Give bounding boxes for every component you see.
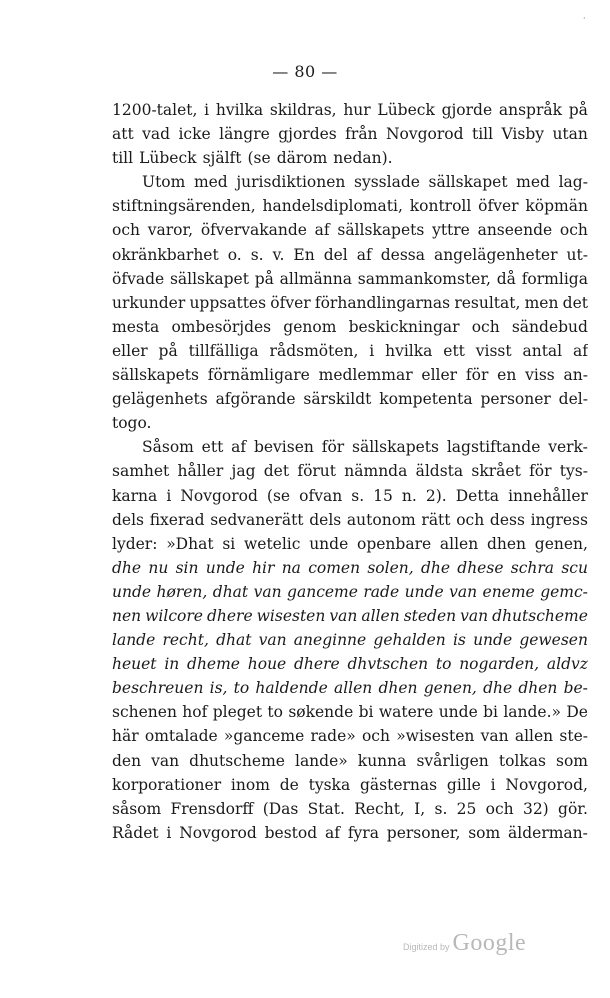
- text-line: dels fixerad sedvanerätt dels autonom rätt och dess ingress: [112, 510, 588, 529]
- text-line: urkunder uppsattes öfver förhandlingarnas resultat, men det: [112, 293, 588, 312]
- text-line: korporationer inom de tyska gästernas gille i Novgorod,: [112, 775, 588, 794]
- text-line: öfvade sällskapet på allmänna sammankomster, då formliga: [112, 269, 588, 288]
- text-line: den van dhutscheme lande» kunna svårligen tolkas som: [112, 751, 588, 770]
- text-line: nen wilcore dhere wisesten van allen steden van dhutscheme: [112, 606, 588, 625]
- text-line: eller på tillfälliga rådsmöten, i hvilka ett visst antal af: [112, 341, 588, 360]
- text-line: sällskapets förnämligare medlemmar eller för en viss an-: [112, 366, 588, 385]
- text-line: och varor, öfvervakande af sällskapets yttre anseende och: [112, 221, 588, 240]
- text-line: dhe nu sin unde hir na comen solen, dhe dhese schra scu: [112, 558, 588, 577]
- digitized-by-google-watermark: [403, 930, 526, 957]
- text-line: karna i Novgorod (se ofvan s. 15 n. 2). Detta innehåller: [112, 486, 588, 505]
- google-logo-text: Google: [452, 930, 527, 956]
- body-text: [112, 98, 588, 845]
- text-line: unde høren, dhat van ganceme rade unde van eneme gemc-: [112, 582, 588, 601]
- text-line: Utom med jurisdiktionen sysslade sällskapet med lag-: [142, 173, 588, 192]
- text-line: Rådet i Novgorod bestod af fyra personer, som älderman-: [112, 823, 588, 842]
- text-line: mesta ombesörjdes genom beskickningar och sändebud: [112, 317, 588, 336]
- text-line: såsom Frensdorff (Das Stat. Recht, I, s. 25 och 32) gör.: [112, 799, 588, 818]
- text-line: gelägenhets afgörande särskildt kompetenta personer del-: [112, 390, 588, 409]
- text-line: 1200-talet, i hvilka skildras, hur Lübeck gjorde anspråk på: [112, 101, 588, 119]
- text-line: stiftningsärenden, handelsdiplomati, kontroll öfver köpmän: [112, 197, 588, 216]
- text-line: Såsom ett af bevisen för sällskapets lagstiftande verk-: [142, 438, 588, 457]
- text-line: heuet in dheme houe dhere dhvtschen to nogarden, aldvz: [112, 655, 588, 674]
- corner-mark: ·: [583, 14, 586, 23]
- text-line: beschreuen is, to haldende allen dhen genen, dhe dhen be-: [112, 679, 588, 698]
- text-line: schenen hof pleget to søkende bi watere unde bi lande.» De: [112, 703, 588, 722]
- text-line: samhet håller jag det förut nämnda äldsta skrået för tys-: [112, 462, 588, 481]
- page-number: — 80 —: [272, 62, 338, 81]
- text-line: okränkbarhet o. s. v. En del af dessa angelägenheter ut-: [112, 245, 588, 264]
- text-line: togo.: [112, 414, 152, 433]
- text-line: här omtalade »ganceme rade» och »wisesten van allen ste-: [112, 727, 588, 746]
- text-line: att vad icke längre gjordes från Novgorod till Visby utan: [112, 125, 588, 144]
- text-line: till Lübeck själft (se därom nedan).: [112, 149, 393, 168]
- text-line: lande recht, dhat van aneginne gehalden is unde gewesen: [112, 631, 588, 650]
- watermark-prefix: Digitized by: [403, 942, 450, 952]
- text-line: lyder: »Dhat si wetelic unde openbare allen dhen genen,: [112, 534, 588, 553]
